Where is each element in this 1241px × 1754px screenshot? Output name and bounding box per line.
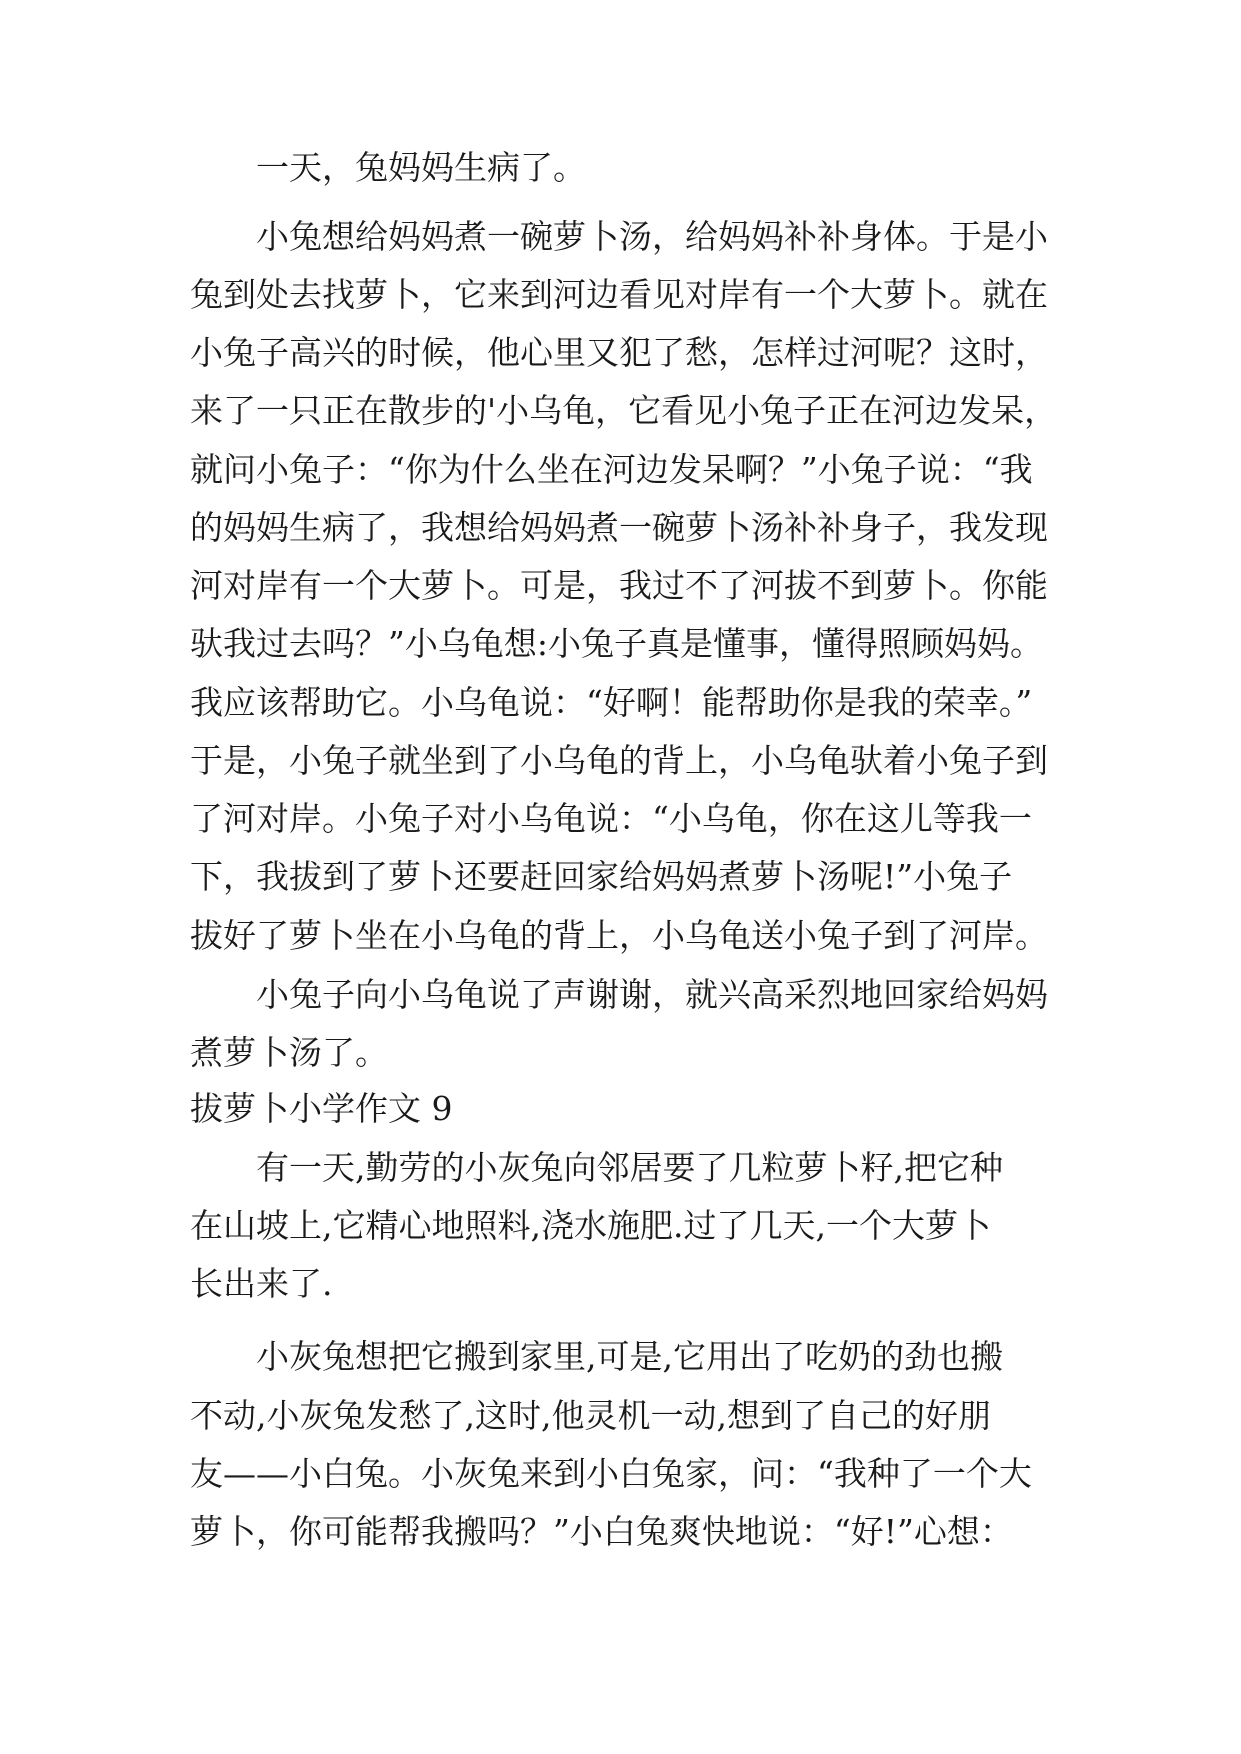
text-line: 长出来了. (190, 1264, 333, 1303)
text-line: 煮萝卜汤了。 (190, 1033, 388, 1072)
text-line: 下，我拔到了萝卜还要赶回家给妈妈煮萝卜汤呢!”小兔子 (190, 857, 1013, 896)
text-line: 就问小兔子：“你为什么坐在河边发呆啊？”小兔子说：“我 (190, 450, 1033, 489)
text-line: 河对岸有一个大萝卜。可是，我过不了河拔不到萝卜。你能 (190, 566, 1048, 605)
text-line: 小兔想给妈妈煮一碗萝卜汤，给妈妈补补身体。于是小 (256, 217, 1048, 256)
text-line: 友——小白兔。小灰兔来到小白兔家，问：“我种了一个大 (190, 1454, 1032, 1493)
text-line: 驮我过去吗？”小乌龟想:小兔子真是懂事，懂得照顾妈妈。 (190, 624, 1043, 663)
section-heading: 拔萝卜小学作文 9 (190, 1089, 453, 1128)
text-line: 拔好了萝卜坐在小乌龟的背上，小乌龟送小兔子到了河岸。 (190, 916, 1048, 955)
text-line: 在山坡上,它精心地照料,浇水施肥.过了几天,一个大萝卜 (190, 1206, 991, 1245)
text-line: 一天，兔妈妈生病了。 (256, 148, 586, 187)
text-line: 有一天,勤劳的小灰兔向邻居要了几粒萝卜籽,把它种 (256, 1148, 1003, 1187)
text-line: 不动,小灰兔发愁了,这时,他灵机一动,想到了自己的好朋 (190, 1396, 991, 1435)
text-line: 萝卜，你可能帮我搬吗？”小白兔爽快地说：“好!”心想： (190, 1512, 1013, 1551)
text-line: 兔到处去找萝卜，它来到河边看见对岸有一个大萝卜。就在 (190, 275, 1048, 314)
text-line: 于是，小兔子就坐到了小乌龟的背上，小乌龟驮着小兔子到 (190, 741, 1048, 780)
text-line: 小兔子高兴的时候，他心里又犯了愁，怎样过河呢？这时， (190, 333, 1048, 372)
text-line: 来了一只正在散步的'小乌龟，它看见小兔子正在河边发呆， (190, 391, 1058, 430)
text-line: 我应该帮助它。小乌龟说：“好啊！能帮助你是我的荣幸。” (190, 683, 1033, 722)
text-line: 小兔子向小乌龟说了声谢谢，就兴高采烈地回家给妈妈 (256, 975, 1048, 1014)
text-line: 了河对岸。小兔子对小乌龟说：“小乌龟，你在这儿等我一 (190, 799, 1032, 838)
text-line: 小灰兔想把它搬到家里,可是,它用出了吃奶的劲也搬 (256, 1337, 1003, 1376)
text-line: 的妈妈生病了，我想给妈妈煮一碗萝卜汤补补身子，我发现 (190, 508, 1048, 547)
